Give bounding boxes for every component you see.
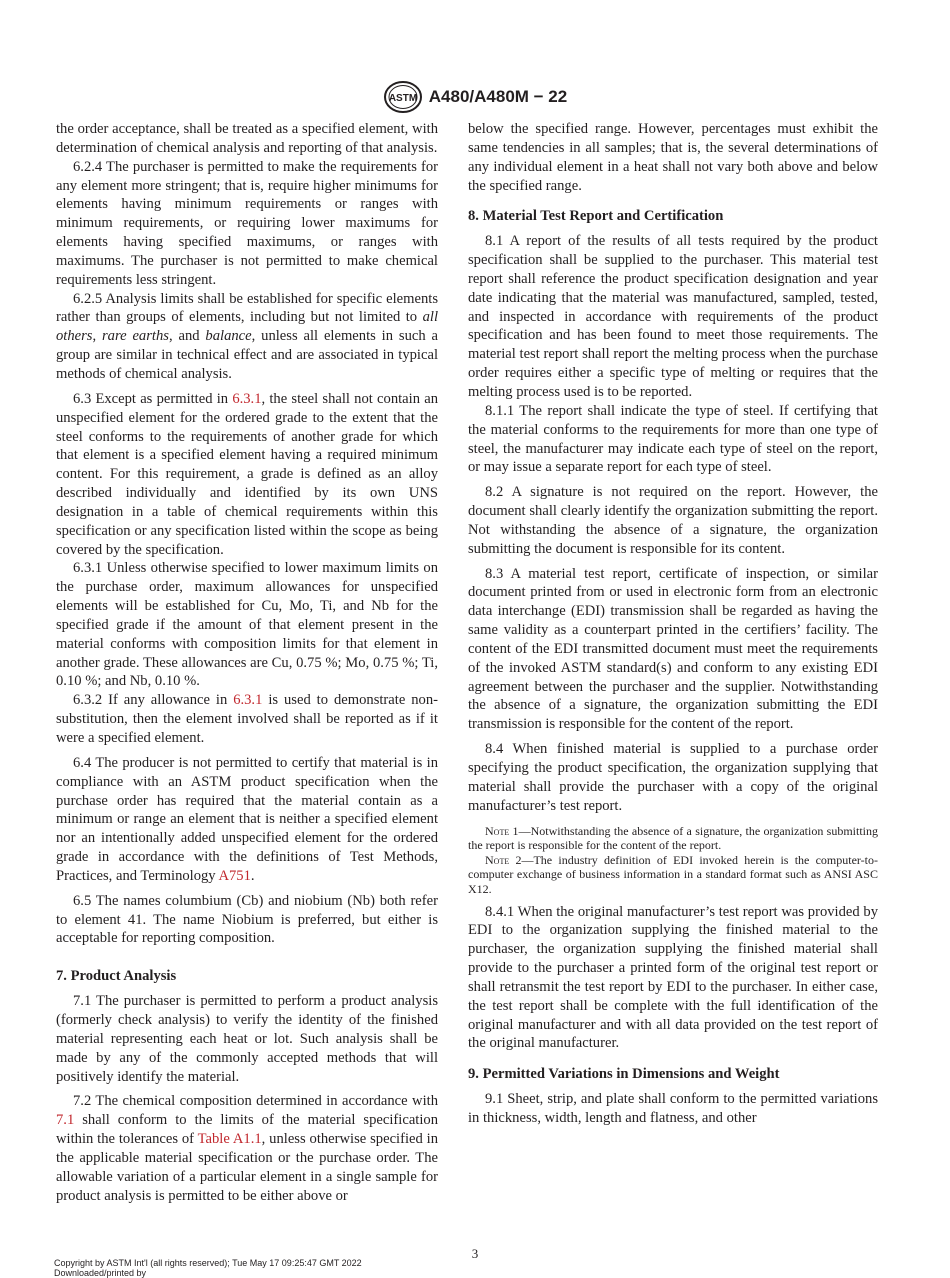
link-table-a1-1[interactable]: Table A1.1 — [197, 1131, 262, 1148]
section-9-heading: 9. Permitted Variations in Dimensions and Weight — [468, 1066, 780, 1083]
paragraph-6-5: 6.5 The names columbium (Cb) and niobium (Nb) both refer to element 41. The name Niobium is preferred, but either is acceptable for reporting composition. — [56, 892, 438, 947]
paragraph-8-4: 8.4 When finished material is supplied to a purchase order specifying the product specification, the organization supplying that material shall provide the purchaser with a copy of the original manufacturer’s test report. — [468, 741, 878, 814]
paragraph-8-1-1: 8.1.1 The report shall indicate the type of steel. If certifying that the material conforms to the requirements for more than one type of steel, the manufacturer may indicate each type of steel on the report, or may issue a separate report for each type of steel. — [468, 402, 878, 476]
paragraph-6-2-3-cont: the order acceptance, shall be treated as a specified element, with determination of chemical analysis and reporting of that analysis. — [56, 121, 438, 156]
paragraph-6-2-4: 6.2.4 The purchaser is permitted to make the requirements for any element more stringent; that is, require higher minimums for elements having minimum requirements or ranges with minimum requirements, or requiring lower maximums for elements having specified maximums, or ranges with maximums. The purchaser is not permitted to make chemical requirements less stringent. — [56, 158, 438, 288]
section-7-heading: 7. Product Analysis — [56, 968, 177, 985]
page-number: 3 — [471, 1246, 479, 1261]
paragraph-6-2-5: 6.2.5 Analysis limits shall be established for specific elements rather than groups of elements, including but not limited to all others, rare earths, and balance, unless all elements in such a group are similar in technical effect and are associated in typical methods of chemical analysis. — [56, 290, 438, 382]
section-8-heading: 8. Material Test Report and Certification — [468, 208, 724, 225]
paragraph-8-2: 8.2 A signature is not required on the report. However, the document shall clearly identify the organization submitting the report. Not withstanding the absence of a signature, the organization submitting the document is responsible for its content. — [468, 484, 878, 557]
paragraph-8-1: 8.1 A report of the results of all tests required by the product specification shall be supplied to the purchaser. This material test report shall reference the product specification designation and year date indicating that the material was manufactured, sampled, tested, and inspected in accordance with requirements of the product specification and has been found to meet those requirements. The material test report shall report the melting process when the purchase order requires either a specific type of melting or requires that the melting process used is to be reported. — [468, 233, 878, 400]
astm-logo-icon — [383, 80, 423, 114]
paragraph-7-2-cont: below the specified range. However, percentages must exhibit the same tendencies in all samples; that is, the several determinations of any individual element in a heat shall not vary both above and below the specified range. — [468, 121, 878, 194]
right-column — [468, 120, 878, 1128]
document-designation: A480/A480M − 22 — [428, 87, 568, 106]
paragraph-6-3-2: 6.3.2 If any allowance in 6.3.1 is used to demonstrate non-substitution, then the element involved shall be reported as if it were a specified element. — [56, 692, 438, 746]
paragraph-7-2: 7.2 The chemical composition determined in accordance with 7.1 shall conform to the limits of the material specification within the tolerances of Table A1.1, unless otherwise specified in the applicable material specification or the purchase order. The allowable variation of a particular element in a single sample for product analysis is permitted to be either above or — [56, 1093, 439, 1204]
paragraph-8-4-1: 8.4.1 When the original manufacturer’s test report was provided by EDI to the organization supplying the finished material to the purchaser, the organization supplying the finished material shall provide to the purchaser a printed form of the original test report or shall retransmit the test report by EDI to the purchaser. In either case, the test report shall be complete with the full identification of the original manufacturer and with all data provided on the test report of the original manufacturer. — [468, 903, 878, 1052]
paragraph-6-4: 6.4 The producer is not permitted to certify that material is in compliance with an ASTM product specification when the purchase order has required that the material contain as a minimum or range an element that is neither a specified element nor an intentionally added unspecified element for the ordered grade in accordance with the definitions of Test Methods, Practices, and Terminology A751. — [56, 754, 438, 884]
note-1: Note 1—Notwithstanding the absence of a signature, the organization submitting the report is responsible for the content of the report. — [468, 823, 878, 853]
paragraph-7-1: 7.1 The purchaser is permitted to perform a product analysis (formerly check analysis) to verify the identity of the finished material representing each heat or lot. Such analysis shall be made by any of the commonly accepted methods that will positively identify the material. — [56, 993, 438, 1085]
left-column — [56, 120, 438, 1205]
download-notice: Downloaded/printed by — [54, 1268, 147, 1278]
paragraph-6-3-1: 6.3.1 Unless otherwise specified to lower maximum limits on the purchase order, maximum allowances for unspecified elements will be established for Cu, Mo, Ti, and Nb for the specified grade if the amount of that element present in the material conforms with composition limits for that element in another grade. These allowances are Cu, 0.75 %; Mo, 0.75 %; Ti, 0.10 %; and Nb, 0.10 %. — [56, 560, 438, 690]
paragraph-8-3: 8.3 A material test report, certificate of inspection, or similar document printed from or used in electronic form from an electronic data interchange (EDI) transmission shall be regarded as having the same validity as a counterpart printed in the certifiers’ facility. The content of the EDI transmitted document must meet the requirements of the invoked ASTM standard(s) and conform to any existing EDI agreement between the purchaser and the supplier. Notwithstanding the absence of a signature, the organization submitting the EDI transmission is responsible for the content of the report. — [468, 565, 878, 733]
link-a751[interactable]: A751 — [218, 867, 251, 884]
paragraph-6-3: 6.3 Except as permitted in 6.3.1, the steel shall not contain an unspecified element for the ordered grade to the extent that the steel conforms to the requirements of another grade for which that element is a specified element having a required minimum content. For this requirement, a grade is defined as an alloy described individually and identified by its own UNS designation in a table of chemical requirements within this specification or any specification listed within the scope as being covered by the specification. — [56, 390, 438, 558]
link-6-3-1[interactable]: 6.3.1 — [232, 390, 262, 407]
page-header — [0, 80, 950, 114]
note-2: Note 2—The industry definition of EDI invoked herein is the computer-to-computer exchange of business information in a standard format such as ANSI ASC X12. — [468, 852, 878, 896]
link-6-3-1-b[interactable]: 6.3.1 — [233, 692, 263, 709]
logo-text: ASTM — [388, 93, 417, 104]
paragraph-9-1: 9.1 Sheet, strip, and plate shall conform to the permitted variations in thickness, width, length and flatness, and other — [468, 1091, 878, 1126]
copyright-notice: Copyright by ASTM Int'l (all rights reserved); Tue May 17 09:25:47 GMT 2022 — [54, 1258, 362, 1268]
link-7-1[interactable]: 7.1 — [56, 1112, 75, 1129]
